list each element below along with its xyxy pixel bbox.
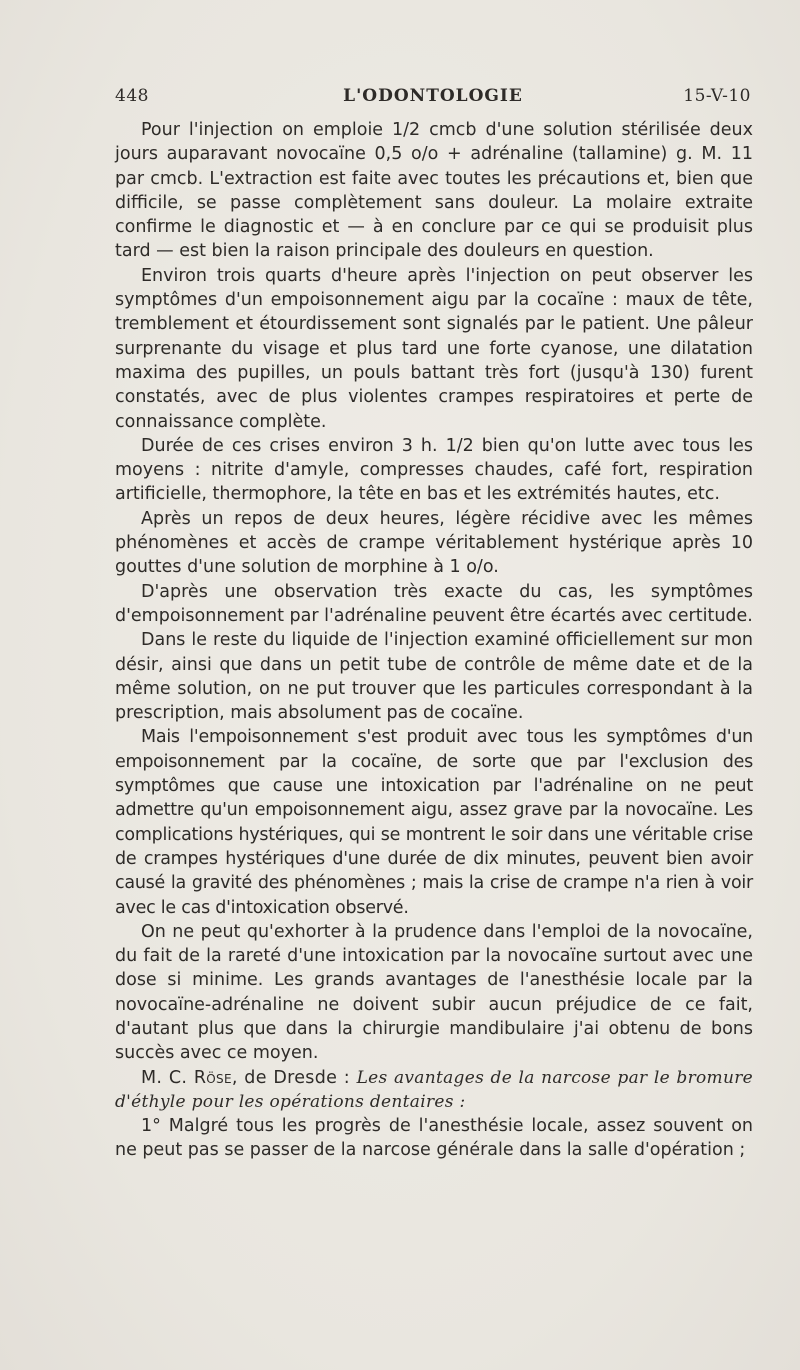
issue-date: 15-V-10 [683, 86, 751, 106]
page-number: 448 [115, 86, 149, 106]
citation-author-name: Röse [193, 1067, 232, 1088]
citation-article-title: Les avantages de la narcose par le bromure d'éthyle pour les opérations dentaires : [115, 1067, 753, 1112]
paragraph: Dans le reste du liquide de l'injection examiné officiellement sur mon désir, ainsi que dans un petit tube de contrôle de même date et de la même solution, on ne put trouver que les particules correspondant à la prescription, mais absolument pas de cocaïne. [115, 630, 753, 724]
paragraph: On ne peut qu'exhorter à la prudence dans l'emploi de la novocaïne, du fait de la rareté d'une intoxication par la novocaïne surtout avec une dose si minime. Les grands avantages de l'anesthésie locale par la novocaïne-adrénaline ne doivent subir aucun préjudice de ce fait, d'autant plus que dans la chirurgie mandibulaire j'ai obtenu de bons succès avec ce moyen. [115, 921, 753, 1064]
paragraph: Environ trois quarts d'heure après l'injection on peut observer les symptômes d'un empoisonnement aigu par la cocaïne : maux de tête, tremblement et étourdissement sont signalés par le patient. Une pâleur surprenante du visage et plus tard une forte cyanose, une dilatation maxima des pupilles, un pouls battant très fort (jusqu'à 130) furent constatés, avec de plus violentes crampes respiratoires et perte de connaissance complète. [115, 265, 753, 432]
paragraph: Pour l'injection on emploie 1/2 cmcb d'une solution stérilisée deux jours auparavant novocaïne 0,5 o/o + adrénaline (tallamine) g. M. 11 par cmcb. L'extraction est faite avec toutes les précautions et, bien que difficile, se passe complètement sans douleur. La molaire extraite confirme le diagnostic et — à en conclure par ce qui se produisit plus tard — est bien la raison principale des douleurs en question. [115, 120, 753, 262]
article-body [115, 118, 753, 1163]
paragraph: D'après une observation très exacte du cas, les symptômes d'empoisonnement par l'adrénaline peuvent être écartés avec certitude. [115, 581, 753, 626]
paragraph: Durée de ces crises environ 3 h. 1/2 bien qu'on lutte avec tous les moyens : nitrite d'amyle, compresses chaudes, café fort, respiration artificielle, thermophore, la tête en bas et les extrémités hautes, etc. [115, 435, 753, 505]
citation-author-prefix: M. C. [141, 1067, 194, 1088]
paragraph: Mais l'empoisonnement s'est produit avec tous les symptômes d'un empoisonnement par la cocaïne, de sorte que par l'exclusion des symptômes que cause une intoxication par l'adrénaline on ne peut admettre qu'un empoisonnement aigu, assez grave par la novocaïne. Les complications hystériques, qui se montrent le soir dans une véritable crise de crampes hystériques d'une durée de dix minutes, peuvent bien avoir causé la gravité des phénomènes ; mais la crise de crampe n'a rien à voir avec le cas d'intoxication observé. [115, 727, 753, 918]
citation-author-suffix: , de Dresde : [231, 1067, 357, 1088]
paragraph: 1° Malgré tous les progrès de l'anesthésie locale, assez souvent on ne peut pas se passer de la narcose générale dans la salle d'opération ; [115, 1116, 753, 1161]
running-header [115, 86, 751, 116]
journal-title: L'ODONTOLOGIE [343, 86, 523, 106]
paragraph: Après un repos de deux heures, légère récidive avec les mêmes phénomènes et accès de crampe véritablement hystérique après 10 gouttes d'une solution de morphine à 1 o/o. [115, 508, 753, 578]
citation-paragraph [115, 1066, 753, 1115]
